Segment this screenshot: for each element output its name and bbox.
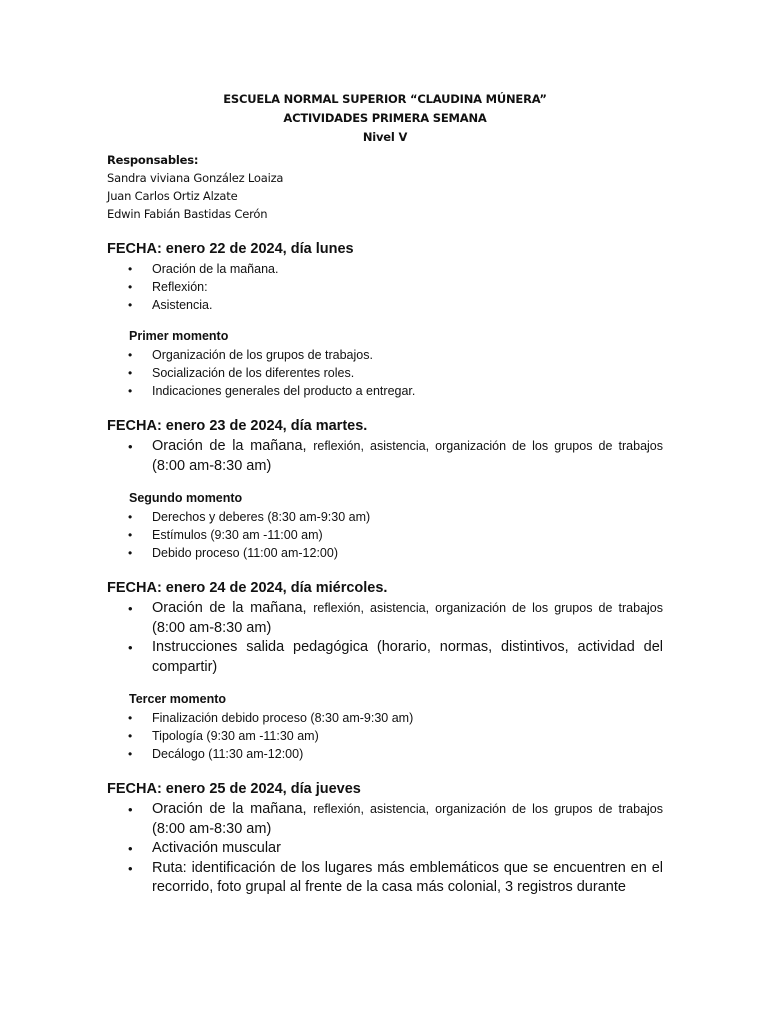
moment-title: Tercer momento: [129, 692, 227, 706]
activity-list: [107, 260, 663, 314]
list-item: [107, 437, 663, 476]
school-name: ESCUELA NORMAL SUPERIOR “CLAUDINA MÚNERA”: [223, 92, 547, 106]
responsable-name: Edwin Fabián Bastidas Cerón: [107, 207, 268, 221]
day-title: FECHA: enero 22 de 2024, día lunes: [107, 241, 354, 257]
list-item-text: reflexión, asistencia, organización de los grupos de trabajos: [313, 439, 663, 453]
list-item: • Oración de la mañana.: [107, 260, 663, 278]
list-item: • Estímulos (9:30 am -11:00 am): [107, 526, 663, 544]
moment-list: [107, 709, 663, 763]
day-title: FECHA: enero 23 de 2024, día martes.: [107, 418, 368, 434]
list-item: • Socialización de los diferentes roles.: [107, 364, 663, 382]
level-label: Nivel V: [362, 130, 408, 144]
list-item-text: (8:00 am-8:30 am): [152, 619, 272, 636]
list-item: • Activación muscular: [107, 839, 663, 859]
list-item-text: reflexión, asistencia, organización de los grupos de trabajos: [313, 802, 663, 816]
day-section-thursday: [107, 780, 663, 898]
responsables-label: Responsables:: [107, 153, 199, 167]
moment-list: [107, 508, 663, 562]
responsables-block: [107, 151, 663, 223]
day-section-wednesday: [107, 579, 663, 763]
day-title: FECHA: enero 25 de 2024, día jueves: [107, 781, 361, 797]
list-item-text: Oración de la mañana,: [152, 600, 314, 616]
moment-title: Primer momento: [129, 329, 229, 343]
list-item: [107, 599, 663, 638]
list-item-text: Oración de la mañana,: [152, 438, 314, 454]
list-item-text: (8:00 am-8:30 am): [152, 820, 272, 837]
moment-title: Segundo momento: [129, 491, 243, 505]
list-item-text: (8:00 am-8:30 am): [152, 457, 272, 474]
document-header: [107, 90, 663, 147]
list-item: • Organización de los grupos de trabajos.: [107, 346, 663, 364]
list-item: [107, 800, 663, 839]
list-item: • Derechos y deberes (8:30 am-9:30 am): [107, 508, 663, 526]
list-item: • Asistencia.: [107, 296, 663, 314]
document-title: ACTIVIDADES PRIMERA SEMANA: [283, 111, 487, 125]
list-item-text: reflexión, asistencia, organización de los grupos de trabajos: [313, 601, 663, 615]
activity-list: [107, 599, 663, 677]
responsable-name: Sandra viviana González Loaiza: [107, 171, 284, 185]
activity-list: [107, 437, 663, 476]
list-item-text: Oración de la mañana,: [152, 801, 314, 817]
list-item: • Indicaciones generales del producto a entregar.: [107, 382, 663, 400]
list-item: • Tipología (9:30 am -11:30 am): [107, 727, 663, 745]
day-section-tuesday: [107, 417, 663, 562]
document-page: [107, 90, 663, 898]
list-item: • Instrucciones salida pedagógica (horario, normas, distintivos, actividad del compartir): [107, 638, 663, 677]
list-item: • Finalización debido proceso (8:30 am-9:30 am): [107, 709, 663, 727]
list-item: • Decálogo (11:30 am-12:00): [107, 745, 663, 763]
day-title: FECHA: enero 24 de 2024, día miércoles.: [107, 580, 388, 596]
day-section-monday: [107, 240, 663, 400]
list-item: • Ruta: identificación de los lugares más emblemáticos que se encuentren en el recorrido, foto grupal al frente de la casa más colonial, 3 registros durante: [107, 859, 663, 898]
activity-list: [107, 800, 663, 898]
responsable-name: Juan Carlos Ortiz Alzate: [107, 189, 238, 203]
list-item: • Debido proceso (11:00 am-12:00): [107, 544, 663, 562]
list-item: • Reflexión:: [107, 278, 663, 296]
moment-list: [107, 346, 663, 400]
